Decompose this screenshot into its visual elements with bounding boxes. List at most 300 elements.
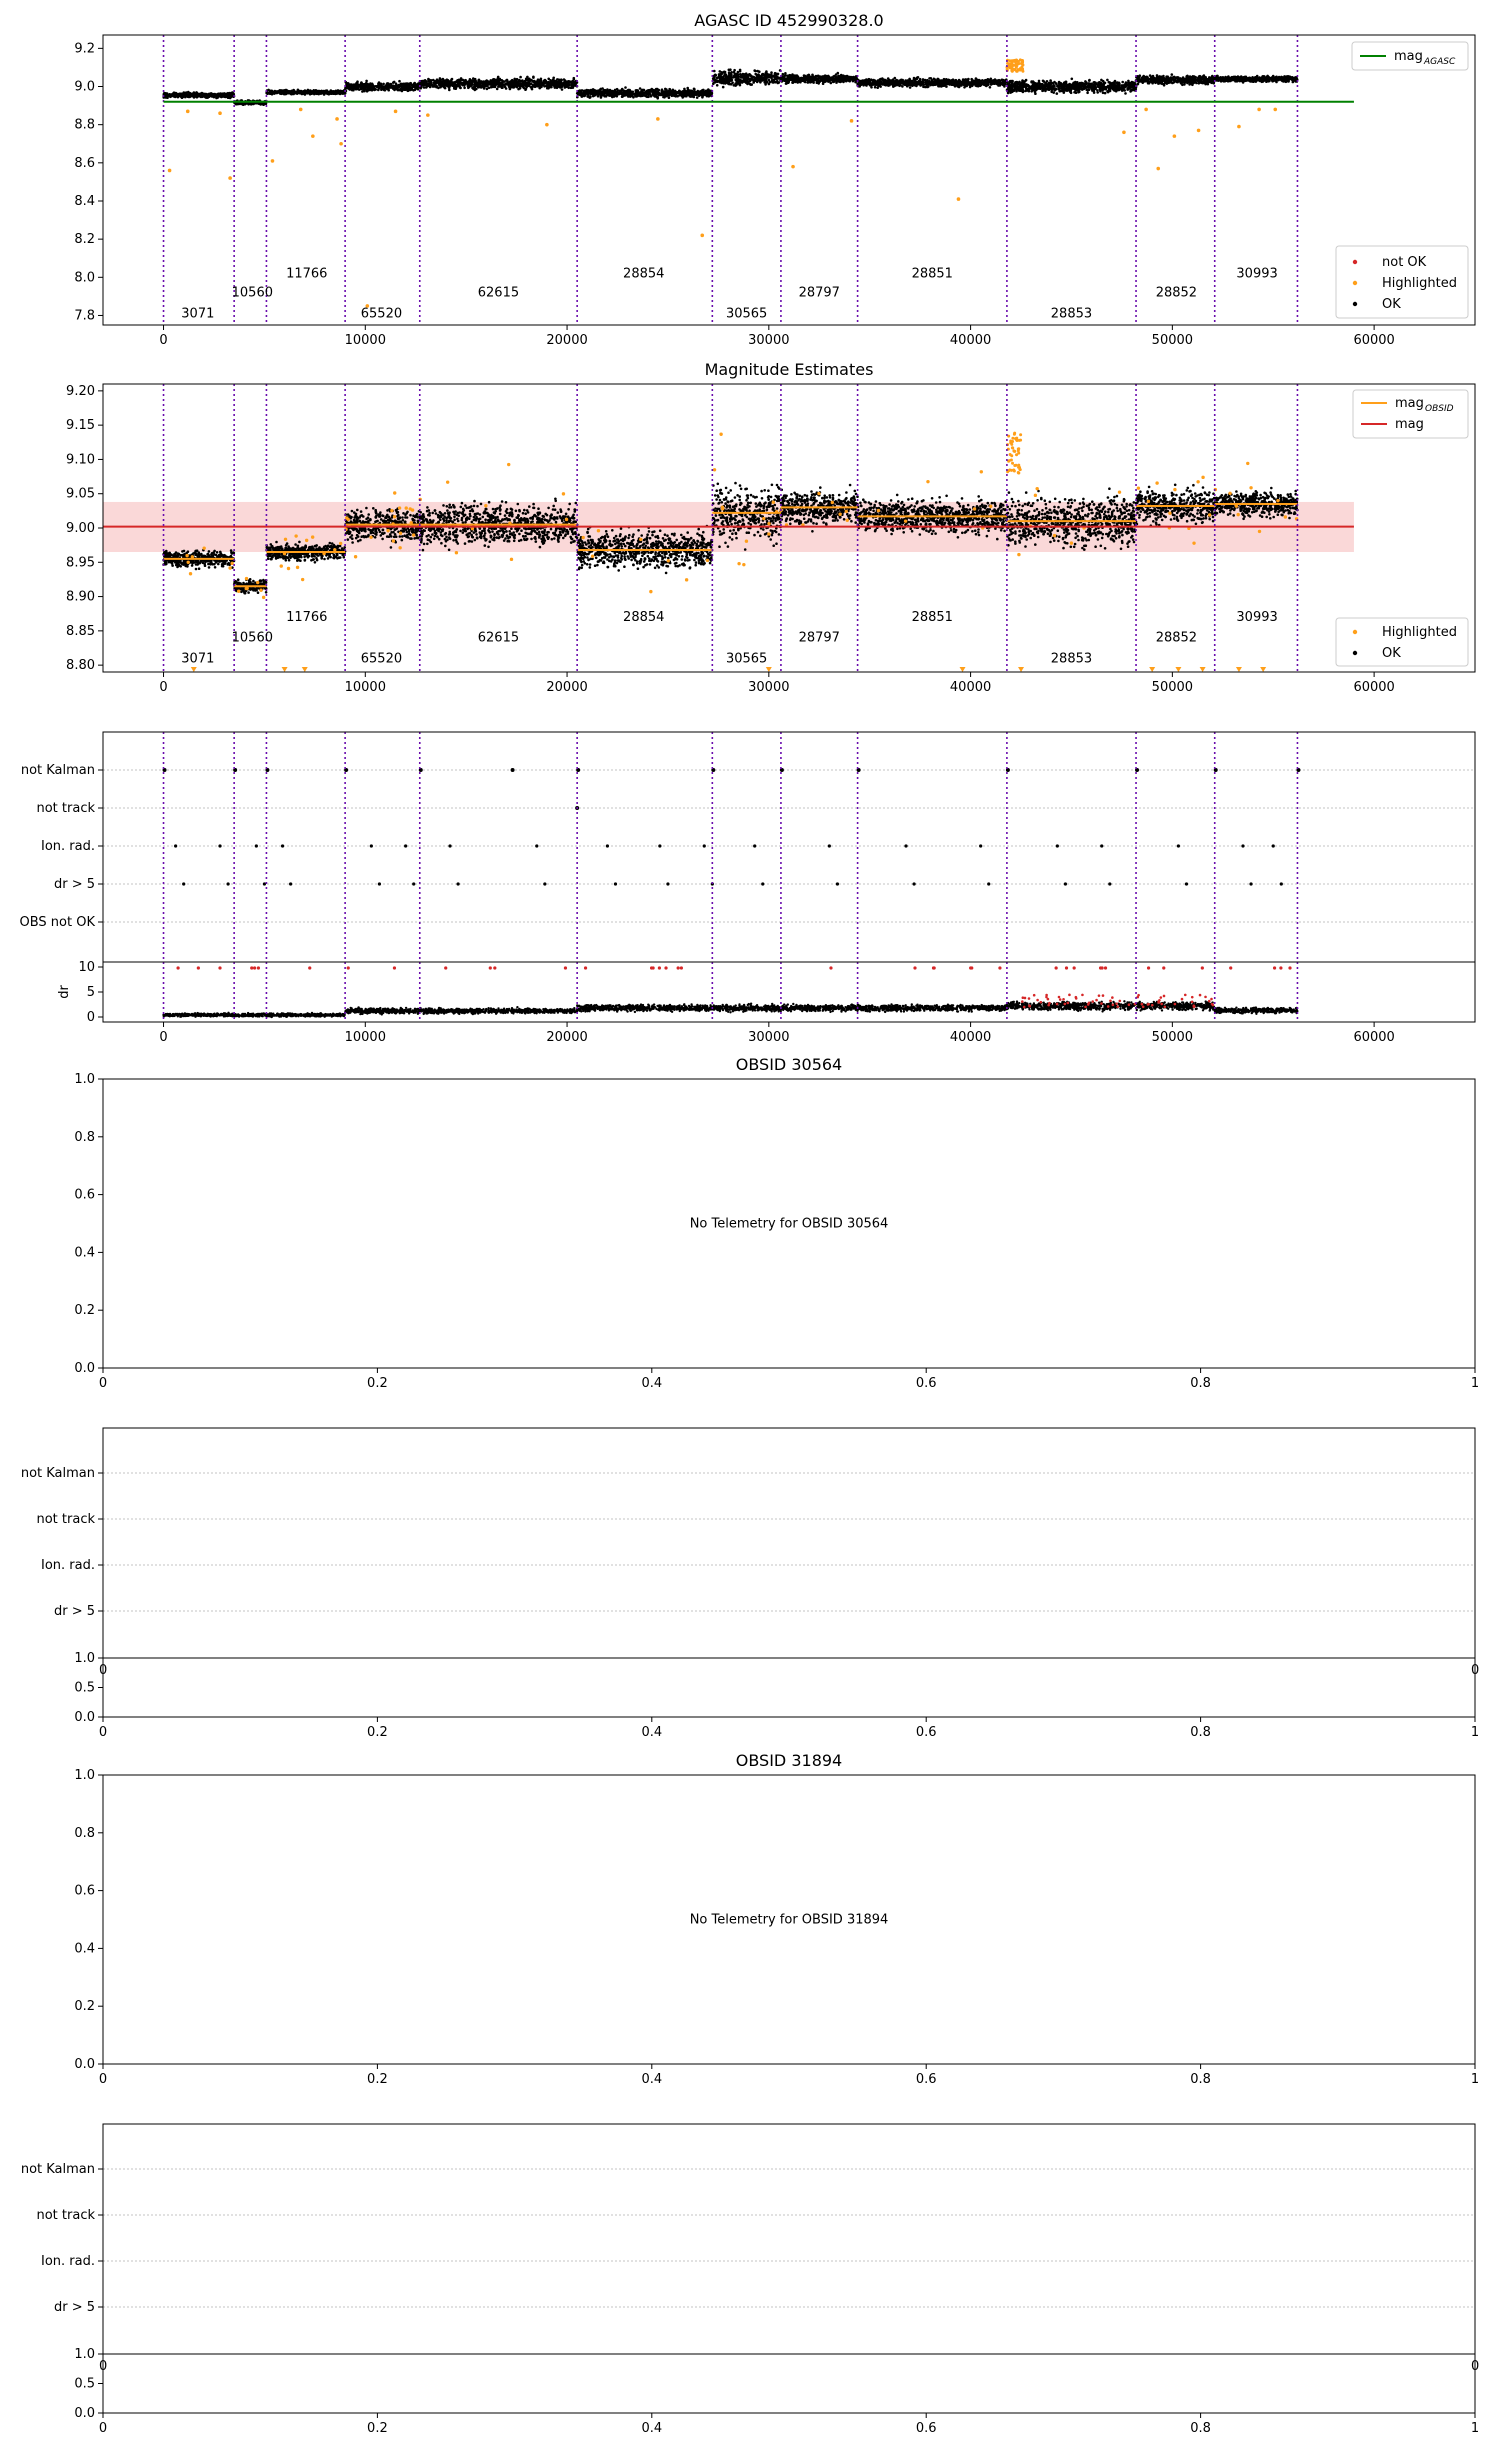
ok-point [559, 84, 562, 87]
ok-point [543, 80, 546, 83]
ok-point [544, 82, 547, 85]
ok-point [807, 77, 810, 80]
ok-point [534, 84, 537, 87]
ok-point [513, 83, 516, 86]
ok-point [837, 77, 840, 80]
ok-point [663, 96, 666, 99]
ok-point [919, 78, 922, 81]
ok-point [242, 103, 245, 106]
ok-point [989, 86, 992, 89]
ok-point [982, 83, 985, 86]
ok-point [601, 91, 604, 94]
ok-point [699, 91, 702, 94]
ok-point [182, 94, 185, 97]
ok-point [201, 94, 204, 97]
ok-point [976, 79, 979, 82]
ok-point [919, 80, 922, 83]
ok-point [357, 88, 360, 91]
ok-point [360, 82, 363, 85]
ok-point [519, 87, 522, 90]
ok-point [874, 86, 877, 89]
ok-point [707, 90, 710, 93]
ok-point [843, 77, 846, 80]
ok-point [453, 85, 456, 88]
ok-point [812, 81, 815, 84]
ok-point [323, 91, 326, 94]
ok-point [785, 82, 788, 85]
ok-point [448, 81, 451, 84]
ok-point [846, 75, 849, 78]
ok-point [730, 73, 733, 76]
ok-point [528, 78, 531, 81]
ok-point [666, 92, 669, 95]
ok-point [383, 86, 386, 89]
ok-point [334, 91, 337, 94]
ok-point [661, 92, 664, 95]
ok-point [496, 88, 499, 91]
ok-point [545, 85, 548, 88]
ok-point [472, 77, 475, 80]
ok-point [966, 82, 969, 85]
ok-point [673, 92, 676, 95]
ok-point [478, 82, 481, 85]
ok-point [881, 77, 884, 80]
ok-point [372, 88, 375, 91]
ok-point [632, 96, 635, 99]
ok-point [398, 80, 401, 83]
ok-point [637, 89, 640, 92]
ok-point [1125, 81, 1128, 84]
ok-point [444, 84, 447, 87]
ok-point [796, 81, 799, 84]
ok-point [753, 76, 756, 79]
ok-point [459, 86, 462, 89]
ok-point [590, 93, 593, 96]
ok-point [937, 81, 940, 84]
ok-point [355, 85, 358, 88]
ok-point [1030, 80, 1033, 83]
ok-point [470, 80, 473, 83]
ok-point [977, 83, 980, 86]
ok-point [572, 84, 575, 87]
ok-point [758, 78, 761, 81]
ok-point [524, 82, 527, 85]
ok-point [517, 80, 520, 83]
ok-point [616, 93, 619, 96]
ok-point [970, 78, 973, 81]
ok-point [500, 84, 503, 87]
ok-point [574, 81, 577, 84]
ok-point [870, 78, 873, 81]
ok-point [306, 91, 309, 94]
ok-point [609, 94, 612, 97]
ok-point [690, 91, 693, 94]
ok-point [414, 89, 417, 92]
ok-point [513, 80, 516, 83]
ok-point [644, 95, 647, 98]
ok-point [555, 86, 558, 89]
ok-point [986, 83, 989, 86]
ok-point [848, 80, 851, 83]
ok-point [935, 83, 938, 86]
ok-point [598, 92, 601, 95]
ok-point [187, 95, 190, 98]
ok-point [768, 83, 771, 86]
ok-point [957, 82, 960, 85]
ok-point [985, 79, 988, 82]
ok-point [873, 80, 876, 83]
ok-point [922, 78, 925, 81]
ok-point [728, 77, 731, 80]
ok-point [217, 93, 220, 96]
ok-point [716, 84, 719, 87]
ok-point [375, 85, 378, 88]
ok-point [720, 78, 723, 81]
ok-point [914, 82, 917, 85]
ok-point [917, 82, 920, 85]
ok-point [629, 91, 632, 94]
ok-point [486, 85, 489, 88]
ok-point [777, 77, 780, 80]
ok-point [839, 78, 842, 81]
ok-point [719, 70, 722, 73]
ok-point [705, 94, 708, 97]
ok-point [405, 87, 408, 90]
ok-point [749, 82, 752, 85]
ok-point [331, 92, 334, 95]
ok-point [670, 92, 673, 95]
ok-point [436, 78, 439, 81]
ok-point [835, 79, 838, 82]
ok-point [505, 83, 508, 86]
ok-point [439, 77, 442, 80]
ok-point [524, 84, 527, 87]
ok-point [745, 80, 748, 83]
ok-point [824, 80, 827, 83]
ok-point [425, 84, 428, 87]
ok-point [892, 83, 895, 86]
ok-point [740, 73, 743, 76]
ok-point [673, 95, 676, 98]
ok-point [908, 82, 911, 85]
ok-point [881, 83, 884, 86]
ok-point [441, 82, 444, 85]
ok-point [742, 76, 745, 79]
ok-point [698, 94, 701, 97]
ok-point [800, 77, 803, 80]
ok-point [906, 79, 909, 82]
ok-point [928, 81, 931, 84]
ok-point [296, 92, 299, 95]
ok-point [901, 85, 904, 88]
ok-point [832, 75, 835, 78]
ok-point [865, 82, 868, 85]
ok-point [528, 82, 531, 85]
ok-point [909, 86, 912, 89]
ok-point [304, 92, 307, 95]
ok-point [468, 83, 471, 86]
ok-point [494, 81, 497, 84]
ok-point [540, 78, 543, 81]
ok-point [714, 80, 717, 83]
ok-point [859, 83, 862, 86]
ok-point [175, 92, 178, 95]
ok-point [749, 75, 752, 78]
ok-point [371, 84, 374, 87]
ok-point [948, 79, 951, 82]
ok-point [424, 81, 427, 84]
ok-point [799, 80, 802, 83]
ok-point [463, 84, 466, 87]
ok-point [599, 88, 602, 91]
ok-point [475, 82, 478, 85]
ok-point [222, 94, 225, 97]
ok-point [774, 72, 777, 75]
ok-point [643, 92, 646, 95]
ok-point [601, 87, 604, 90]
ok-point [958, 79, 961, 82]
ok-point [512, 86, 515, 89]
ok-point [269, 91, 272, 94]
ok-point [365, 80, 368, 83]
ok-point [450, 78, 453, 81]
ok-point [656, 97, 659, 100]
ok-point [899, 79, 902, 82]
ok-point [169, 93, 172, 96]
ok-point [585, 90, 588, 93]
ok-point [933, 82, 936, 85]
ok-point [220, 93, 223, 96]
ok-point [445, 81, 448, 84]
ok-point [862, 84, 865, 87]
ok-point [597, 95, 600, 98]
ok-point [505, 79, 508, 82]
ok-point [725, 73, 728, 76]
ok-point [895, 79, 898, 82]
ok-point [813, 77, 816, 80]
ok-point [174, 96, 177, 99]
ok-point [647, 95, 650, 98]
ok-point [763, 74, 766, 77]
ok-point [366, 84, 369, 87]
ok-point [214, 94, 217, 97]
ok-point [407, 88, 410, 91]
ok-point [425, 86, 428, 89]
ok-point [454, 81, 457, 84]
ok-point [670, 94, 673, 97]
ok-point [639, 95, 642, 98]
ok-point [908, 79, 911, 82]
ok-point [975, 85, 978, 88]
ok-point [945, 82, 948, 85]
ok-point [176, 95, 179, 98]
ok-point [594, 92, 597, 95]
ok-point [1071, 78, 1074, 81]
ok-point [533, 80, 536, 83]
ok-point [657, 92, 660, 95]
ok-point [648, 90, 651, 93]
ok-point [467, 81, 470, 84]
ok-point [419, 87, 422, 90]
ok-point [686, 90, 689, 93]
ok-point [996, 81, 999, 84]
ok-point [348, 87, 351, 90]
ok-point [290, 91, 293, 94]
ok-point [777, 73, 780, 76]
ok-point [954, 83, 957, 86]
ok-point [993, 81, 996, 84]
ok-point [822, 81, 825, 84]
ok-point [809, 81, 812, 84]
ok-point [556, 81, 559, 84]
ok-point [720, 76, 723, 79]
ok-point [635, 94, 638, 97]
ok-point [381, 86, 384, 89]
ok-point [725, 77, 728, 80]
ok-point [217, 95, 220, 98]
ok-point [185, 93, 188, 96]
ok-point [639, 91, 642, 94]
ok-point [756, 70, 759, 73]
ok-point [930, 84, 933, 87]
ok-point [865, 79, 868, 82]
ok-point [302, 91, 305, 94]
ok-point [181, 96, 184, 99]
ok-point [684, 90, 687, 93]
ok-point [573, 77, 576, 80]
ok-point [623, 90, 626, 93]
ok-point [768, 79, 771, 82]
ok-point [521, 79, 524, 82]
ok-point [987, 81, 990, 84]
ok-point [648, 93, 651, 96]
ok-point [433, 85, 436, 88]
ok-point [713, 76, 716, 79]
ok-point [966, 79, 969, 82]
ok-point [532, 84, 535, 87]
ok-point [583, 93, 586, 96]
ok-point [963, 86, 966, 89]
ok-point [443, 80, 446, 83]
ok-point [852, 76, 855, 79]
ok-point [922, 86, 925, 89]
ok-point [752, 81, 755, 84]
ok-point [379, 83, 382, 86]
ok-point [839, 81, 842, 84]
ok-point [901, 79, 904, 82]
ok-point [733, 84, 736, 87]
ok-point [559, 86, 562, 89]
ok-point [954, 85, 957, 88]
ok-point [654, 89, 657, 92]
ok-point [823, 78, 826, 81]
ok-point [818, 77, 821, 80]
ok-point [650, 95, 653, 98]
ok-point [501, 81, 504, 84]
ok-point [689, 95, 692, 98]
ok-point [553, 79, 556, 82]
ok-point [378, 87, 381, 90]
ok-point [564, 86, 567, 89]
ok-point [361, 86, 364, 89]
ok-point [876, 86, 879, 89]
ok-point [790, 79, 793, 82]
ok-point [404, 83, 407, 86]
ok-point [768, 73, 771, 76]
ok-point [979, 79, 982, 82]
ok-point [791, 75, 794, 78]
ok-point [728, 71, 731, 74]
ok-point [382, 83, 385, 86]
ok-point [206, 96, 209, 99]
ok-point [786, 75, 789, 78]
ok-point [541, 81, 544, 84]
chart-title: AGASC ID 452990328.0 [694, 11, 884, 30]
ok-point [384, 89, 387, 92]
ok-point [809, 76, 812, 79]
ok-point [825, 75, 828, 78]
ok-point [613, 95, 616, 98]
ok-point [693, 91, 696, 94]
ok-point [616, 95, 619, 98]
ok-point [440, 85, 443, 88]
ok-point [409, 83, 412, 86]
ok-point [285, 91, 288, 94]
ok-point [504, 86, 507, 89]
ok-point [411, 85, 414, 88]
ok-point [589, 95, 592, 98]
ok-point [448, 86, 451, 89]
ok-point [483, 82, 486, 85]
ok-point [979, 84, 982, 87]
ok-point [933, 78, 936, 81]
ok-point [276, 90, 279, 93]
ok-point [771, 79, 774, 82]
ok-point [937, 78, 940, 81]
ok-point [761, 75, 764, 78]
ok-point [888, 80, 891, 83]
ok-point [525, 87, 528, 90]
ok-point [492, 84, 495, 87]
ok-point [794, 78, 797, 81]
ok-point [894, 77, 897, 80]
ok-point [525, 79, 528, 82]
ok-point [664, 88, 667, 91]
ok-point [739, 70, 742, 73]
ok-point [818, 80, 821, 83]
ok-point [999, 84, 1002, 87]
ok-point [668, 96, 671, 99]
ok-point [829, 79, 832, 82]
ok-point [963, 81, 966, 84]
ok-point [497, 78, 500, 81]
ok-point [730, 83, 733, 86]
ok-point [772, 75, 775, 78]
ok-point [951, 81, 954, 84]
ok-point [433, 82, 436, 85]
ok-point [184, 96, 187, 99]
ok-point [468, 86, 471, 89]
ok-point [463, 80, 466, 83]
ok-point [784, 79, 787, 82]
ok-point [436, 86, 439, 89]
ok-point [519, 76, 522, 79]
ok-point [922, 81, 925, 84]
ok-point [452, 81, 455, 84]
ok-point [944, 79, 947, 82]
ok-point [608, 89, 611, 92]
ok-point [892, 79, 895, 82]
